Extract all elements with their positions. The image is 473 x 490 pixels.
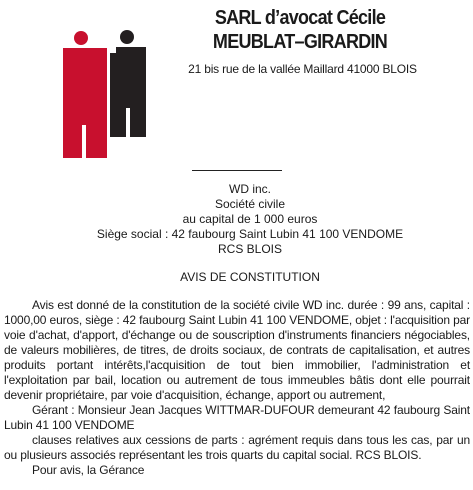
firm-name-line2: MEUBLAT–GIRARDIN <box>212 31 388 53</box>
company-rcs: RCS BLOIS <box>217 242 283 256</box>
company-name: WD inc. <box>229 182 271 196</box>
company-form: Société civile <box>214 197 286 211</box>
notice-paragraph: Gérant : Monsieur Jean Jacques WITTMAR-DUFOUR demeurant 42 faubourg Saint Lubin 41 100 VENDOME <box>4 403 470 432</box>
notice-signature: Pour avis, la Gérance <box>32 463 145 477</box>
notice-body <box>4 298 470 478</box>
company-seat: Siège social : 42 faubourg Saint Lubin 41 100 VENDOME <box>96 227 404 241</box>
separator-rule <box>192 170 282 171</box>
firm-address: 21 bis rue de la vallée Maillard 41000 BLOIS <box>188 62 417 76</box>
notice-title: AVIS DE CONSTITUTION <box>180 270 320 284</box>
notice-paragraph: Avis est donné de la constitution de la société civile WD inc. durée : 99 ans, capital : 1000,00 euros, siège : 42 faubourg Saint Lubin 41 100 VENDOME, objet : l'acquisition par voie d'achat, d'apport, d'échange ou de souscription d'instruments financiers négociables, de valeurs mobilières, de titres, de droits sociaux, de contrats de capitalisation, et autres produits portant intérêts,l'acquisition de tout bien immobilier, l'administration et l'exploitation par bail, location ou autrement de tous immeubles bâtis dont elle pourrait devenir propriétaire, par voie d'acquisition, échange, apport ou autrement, <box>4 298 470 402</box>
firm-name <box>188 6 413 54</box>
company-block <box>60 182 440 257</box>
firm-name-line1: SARL d’avocat Cécile <box>214 7 386 29</box>
company-capital: au capital de 1 000 euros <box>182 212 318 226</box>
firm-logo-icon <box>60 30 150 158</box>
notice-paragraph: clauses relatives aux cessions de parts : agrément requis dans tous les cas, par un ou plusieurs associés représentant les trois quarts du capital social. RCS BLOIS. <box>4 433 470 462</box>
